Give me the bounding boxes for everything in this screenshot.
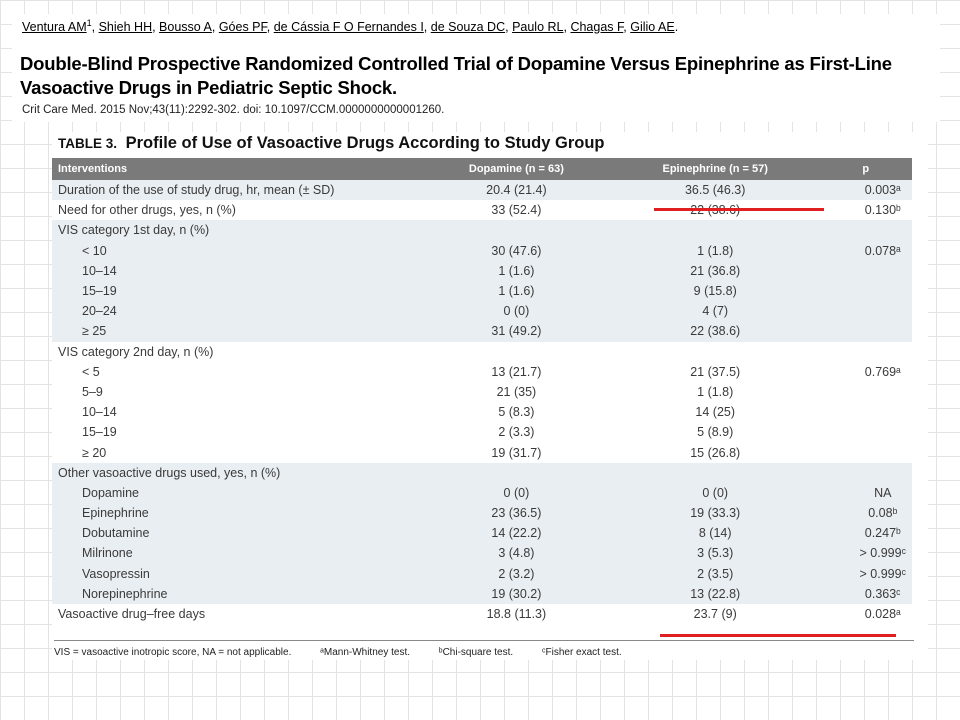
dopamine-value: 30 (47.6) [422,241,611,261]
table-label: TABLE 3. [58,136,118,151]
p-value: 0.363ᶜ [820,584,912,604]
row-label: VIS category 1st day, n (%) [52,220,422,240]
epinephrine-value: 21 (36.8) [611,261,820,281]
p-value [820,220,912,240]
epinephrine-value: 22 (38.6) [611,321,820,341]
p-value: 0.003ᵃ [820,180,912,200]
row-label: Milrinone [52,543,422,563]
table-row [52,523,912,543]
article-citation: Crit Care Med. 2015 Nov;43(11):2292-302. doi: 10.1097/CCM.0000000000001260. [22,104,445,116]
dopamine-value: 1 (1.6) [422,261,611,281]
author-link[interactable]: Ventura AM [22,20,87,35]
row-label: ≥ 25 [52,321,422,341]
row-label: 15–19 [52,281,422,301]
epinephrine-value: 36.5 (46.3) [611,180,820,200]
dopamine-value: 1 (1.6) [422,281,611,301]
p-value: 0.08ᵇ [820,503,912,523]
p-value [820,342,912,362]
row-label: Other vasoactive drugs used, yes, n (%) [52,463,422,483]
table-row [52,442,912,462]
p-value: 0.078ᵃ [820,241,912,261]
author-link[interactable]: Shieh HH [98,20,153,35]
dopamine-value: 19 (31.7) [422,442,611,462]
row-label: Need for other drugs, yes, n (%) [52,200,422,220]
highlight-underline-duration [654,208,824,211]
author-link[interactable]: Bousso A [159,20,212,35]
row-label: Vasopressin [52,564,422,584]
row-label: Dobutamine [52,523,422,543]
table-row [52,543,912,563]
column-header-interventions: Interventions [52,158,422,180]
footnote: ᵃMann-Whitney test. [320,647,411,658]
author-link[interactable]: Gilio AE [630,20,675,35]
dopamine-value: 21 (35) [422,382,611,402]
table-caption [58,134,605,153]
epinephrine-value: 3 (5.3) [611,543,820,563]
dopamine-value: 23 (36.5) [422,503,611,523]
table-row [52,241,912,261]
p-value: 0.769ᵃ [820,362,912,382]
epinephrine-value [611,220,820,240]
dopamine-value: 2 (3.2) [422,564,611,584]
epinephrine-value: 19 (33.3) [611,503,820,523]
table-body [52,180,912,624]
table-row [52,321,912,341]
column-header-p: p [820,158,912,180]
p-value: 0.247ᵇ [820,523,912,543]
epinephrine-value: 4 (7) [611,301,820,321]
epinephrine-value [611,463,820,483]
p-value [820,442,912,462]
epinephrine-value [611,342,820,362]
author-link[interactable]: de Cássia F O Fernandes I [273,20,424,35]
table-row [52,342,912,362]
table-row [52,180,912,200]
row-label: 5–9 [52,382,422,402]
table-row [52,220,912,240]
row-label: Epinephrine [52,503,422,523]
row-label: VIS category 2nd day, n (%) [52,342,422,362]
highlight-underline-free-days [660,634,896,637]
author-link[interactable]: Góes PF [218,20,267,35]
table-row [52,261,912,281]
table-row [52,362,912,382]
row-label: 10–14 [52,402,422,422]
p-value: > 0.999ᶜ [820,564,912,584]
row-label: ≥ 20 [52,442,422,462]
footnote: VIS = vasoactive inotropic score, NA = not applicable. [54,647,292,658]
table-row [52,382,912,402]
dopamine-value: 31 (49.2) [422,321,611,341]
p-value: 0.028ᵃ [820,604,912,624]
epinephrine-value: 5 (8.9) [611,422,820,442]
epinephrine-value: 14 (25) [611,402,820,422]
row-label: Vasoactive drug–free days [52,604,422,624]
dopamine-value: 3 (4.8) [422,543,611,563]
table-row [52,281,912,301]
dopamine-value: 13 (21.7) [422,362,611,382]
epinephrine-value: 1 (1.8) [611,241,820,261]
dopamine-value: 20.4 (21.4) [422,180,611,200]
dopamine-value: 14 (22.2) [422,523,611,543]
epinephrine-value: 13 (22.8) [611,584,820,604]
table-row [52,422,912,442]
p-value [820,261,912,281]
column-header-epinephrine: Epinephrine (n = 57) [611,158,820,180]
p-value [820,321,912,341]
table-footnotes [54,640,914,658]
dopamine-value: 18.8 (11.3) [422,604,611,624]
column-header-dopamine: Dopamine (n = 63) [422,158,611,180]
author-list: Ventura $AM^1$, Shieh HH, Bousso A, Góes PF, de Cássia F O Fernandes I, de Souza DC, Paulo RL, Chagas F, Gilio AE. [22,18,679,35]
p-value: 0.130ᵇ [820,200,912,220]
epinephrine-value: 9 (15.8) [611,281,820,301]
p-value [820,463,912,483]
author-link[interactable]: Chagas F [570,20,624,35]
p-value: > 0.999ᶜ [820,543,912,563]
author-link[interactable]: Paulo RL [512,20,564,35]
row-label: 10–14 [52,261,422,281]
article-header [12,14,940,122]
epinephrine-value: 8 (14) [611,523,820,543]
dopamine-value [422,342,611,362]
epinephrine-value: 21 (37.5) [611,362,820,382]
table-row [52,483,912,503]
row-label: < 10 [52,241,422,261]
table-figure [52,132,928,660]
epinephrine-value: 1 (1.8) [611,382,820,402]
table-header-row [52,158,912,180]
dopamine-value: 5 (8.3) [422,402,611,422]
results-table [52,158,912,624]
dopamine-value: 2 (3.3) [422,422,611,442]
epinephrine-value: 23.7 (9) [611,604,820,624]
p-value [820,422,912,442]
dopamine-value: 0 (0) [422,483,611,503]
p-value: NA [820,483,912,503]
author-affiliation-sup: 1 [86,18,92,28]
table-row [52,604,912,624]
epinephrine-value: 2 (3.5) [611,564,820,584]
article-title: Double-Blind Prospective Randomized Controlled Trial of Dopamine Versus Epinephrine as First-Line Vasoactive Drugs in Pediatric Septic Shock. [20,53,892,98]
dopamine-value [422,463,611,483]
table-row [52,564,912,584]
row-label: Norepinephrine [52,584,422,604]
epinephrine-value: 0 (0) [611,483,820,503]
p-value [820,281,912,301]
dopamine-value: 19 (30.2) [422,584,611,604]
table-row [52,584,912,604]
dopamine-value: 0 (0) [422,301,611,321]
dopamine-value [422,220,611,240]
footnote: ᵇChi-square test. [438,647,514,658]
row-label: 20–24 [52,301,422,321]
epinephrine-value: 15 (26.8) [611,442,820,462]
table-title: Profile of Use of Vasoactive Drugs According to Study Group [125,134,605,152]
dopamine-value: 33 (52.4) [422,200,611,220]
footnote: ᶜFisher exact test. [541,647,622,658]
table-row [52,301,912,321]
row-label: < 5 [52,362,422,382]
table-row [52,503,912,523]
table-row [52,463,912,483]
p-value [820,301,912,321]
row-label: Dopamine [52,483,422,503]
row-label: Duration of the use of study drug, hr, mean (± SD) [52,180,422,200]
author-link[interactable]: de Souza DC [430,20,506,35]
row-label: 15–19 [52,422,422,442]
table-row [52,402,912,422]
p-value [820,382,912,402]
p-value [820,402,912,422]
